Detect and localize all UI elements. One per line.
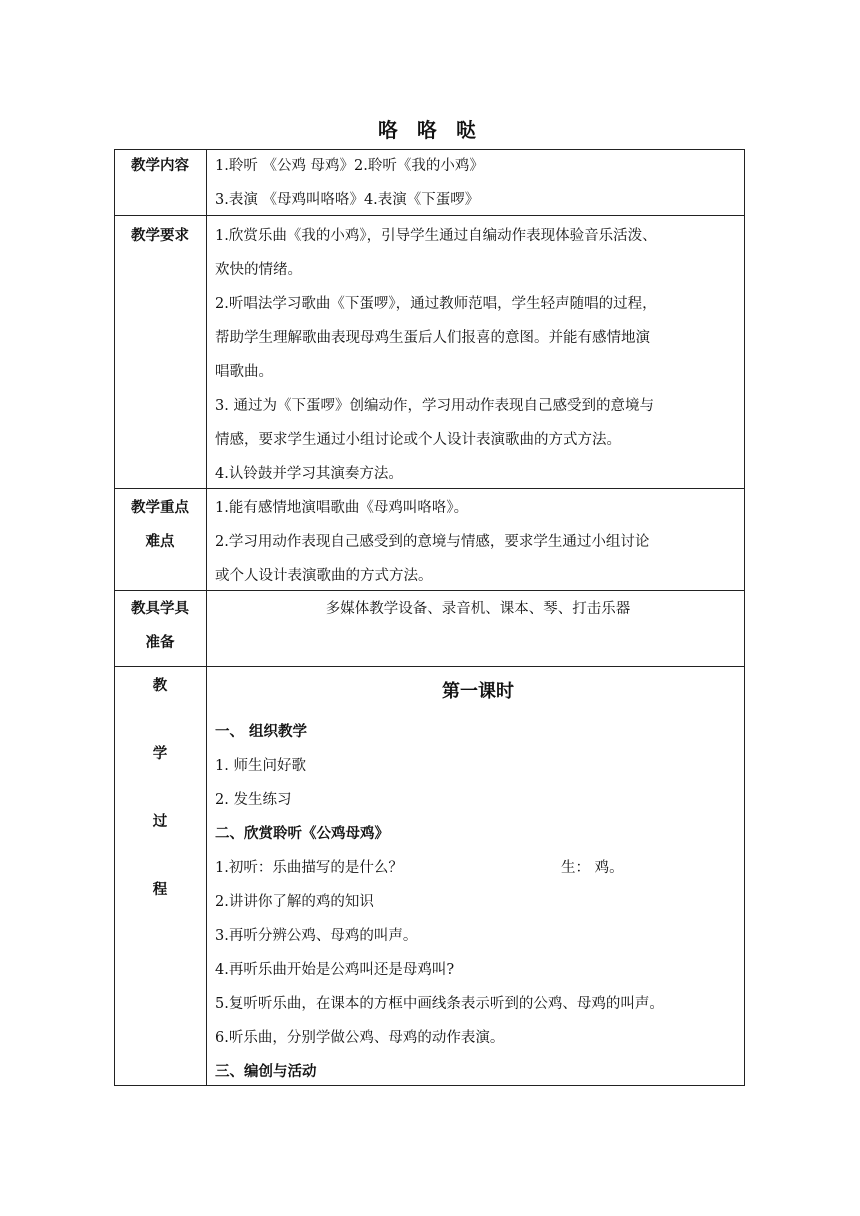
row-label-materials: 教具学具 准备 [131, 601, 189, 651]
process-line: 4.再听乐曲开始是公鸡叫还是母鸡叫? [215, 962, 455, 978]
key-points-line: 或个人设计表演歌曲的方式方法。 [215, 568, 433, 584]
question-text: 1.初听：乐曲描写的是什么？ [215, 860, 403, 876]
requirements-cell [215, 219, 741, 491]
requirements-line: 3. 通过为《下蛋啰》创编动作，学习用动作表现自己感受到的意境与 [215, 398, 654, 414]
materials-text: 多媒体教学设备、录音机、课本、琴、打击乐器 [325, 601, 631, 617]
page-title: 咯 咯 哒 [378, 118, 482, 142]
process-line: 6.听乐曲，分别学做公鸡、母鸡的动作表演。 [215, 1030, 505, 1046]
row-label-process: 教 学 过 程 [152, 678, 168, 898]
row-label-key-points: 教学重点 难点 [131, 500, 189, 550]
section-heading: 一、 组织教学 [215, 724, 308, 740]
process-line: 2.讲讲你了解的鸡的知识 [215, 894, 374, 910]
process-line: 3.再听分辨公鸡、母鸡的叫声。 [215, 928, 418, 944]
requirements-line: 唱歌曲。 [215, 364, 273, 380]
content-line: 1.聆听 《公鸡 母鸡》2.聆听《我的小鸡》 [215, 158, 484, 174]
materials-cell [215, 592, 741, 626]
requirements-line: 4.认铃鼓并学习其演奏方法。 [215, 466, 403, 482]
key-points-line: 2.学习用动作表现自己感受到的意境与情感，要求学生通过小组讨论 [215, 534, 650, 550]
process-line: 1. 师生问好歌 [215, 758, 306, 774]
process-line [215, 851, 741, 885]
content-cell [215, 149, 741, 217]
column-divider [206, 149, 207, 1086]
row-label-content: 教学内容 [131, 158, 189, 174]
row-label-requirements: 教学要求 [131, 228, 189, 244]
requirements-line: 欢快的情绪。 [215, 262, 302, 278]
process-line: 5.复听听乐曲，在课本的方框中画线条表示听到的公鸡、母鸡的叫声。 [215, 996, 664, 1012]
key-points-line: 1.能有感情地演唱歌曲《母鸡叫咯咯》。 [215, 500, 469, 516]
requirements-line: 情感，要求学生通过小组讨论或个人设计表演歌曲的方式方法。 [215, 432, 621, 448]
requirements-line: 帮助学生理解歌曲表现母鸡生蛋后人们报喜的意图。并能有感情地演 [215, 330, 650, 346]
content-line: 3.表演 《母鸡叫咯咯》4.表演《下蛋啰》 [215, 192, 480, 208]
lesson-plan-table [114, 149, 745, 1086]
requirements-line: 1.欣赏乐曲《我的小鸡》，引导学生通过自编动作表现体验音乐活泼、 [215, 228, 657, 244]
lesson-title: 第一课时 [442, 681, 514, 702]
answer-text: 生： 鸡。 [561, 860, 624, 876]
key-points-cell [215, 491, 741, 593]
requirements-line: 2.听唱法学习歌曲《下蛋啰》，通过教师范唱，学生轻声随唱的过程， [215, 296, 657, 312]
process-cell [215, 669, 741, 1089]
row-divider [114, 666, 745, 667]
process-line: 2. 发生练习 [215, 792, 292, 808]
section-heading: 三、编创与活动 [215, 1064, 317, 1080]
table-border-right [744, 149, 745, 1086]
section-heading: 二、欣赏聆听《公鸡母鸡》 [215, 826, 389, 842]
